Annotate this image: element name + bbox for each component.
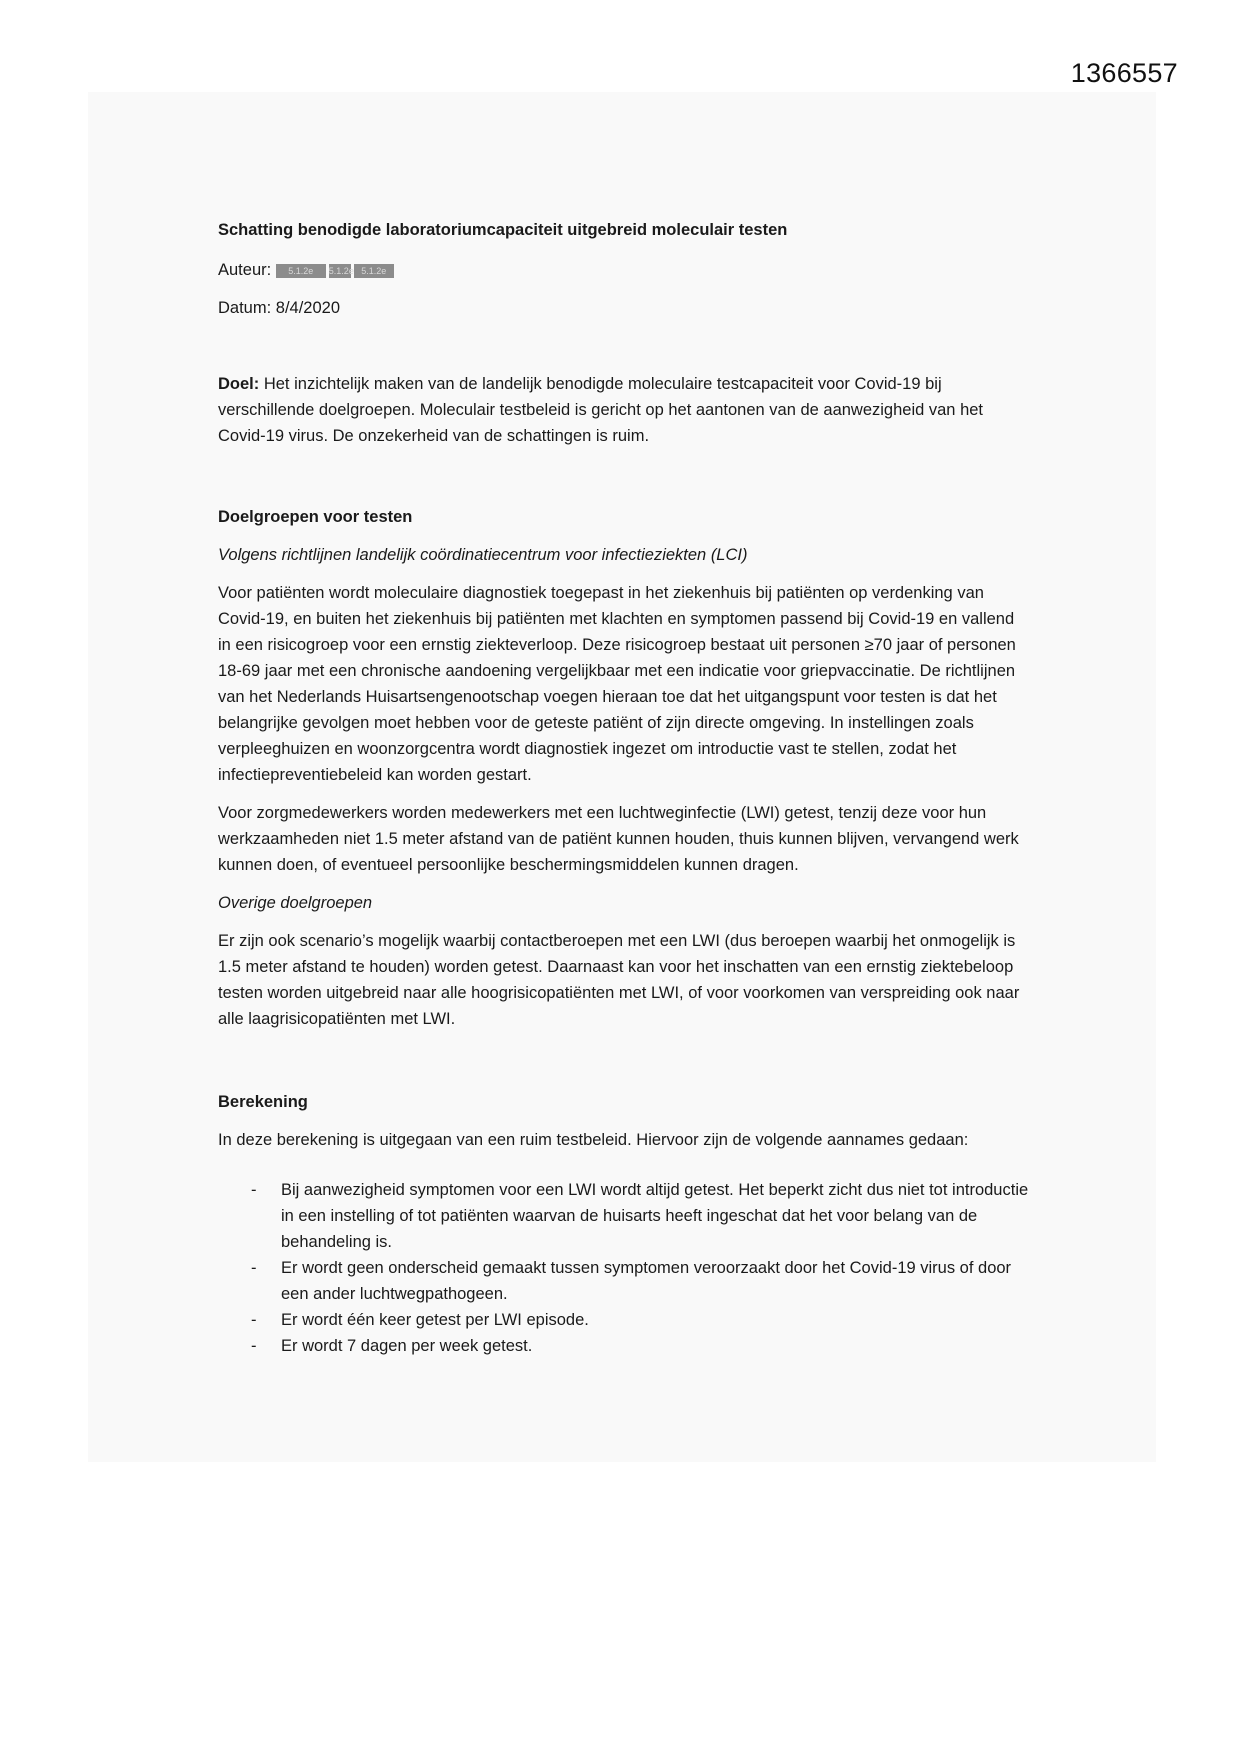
- bullet-dash: -: [251, 1259, 257, 1277]
- redaction-block: 5.1.2e: [328, 265, 354, 276]
- section-heading-target-groups: Doelgroepen voor testen: [218, 508, 413, 526]
- list-item: [218, 1177, 1030, 1255]
- bullet-dash: -: [251, 1181, 257, 1199]
- date-line: [218, 295, 1030, 321]
- author-line: [218, 257, 1030, 283]
- list-item: [218, 1307, 1030, 1333]
- list-item-text: Er wordt één keer getest per LWI episode.: [281, 1311, 589, 1329]
- list-item-text: Er wordt geen onderscheid gemaakt tussen symptomen veroorzaakt door het Covid-19 virus of door een ander luchtwegpathogeen.: [281, 1259, 1012, 1303]
- paragraph-patients: Voor patiënten wordt moleculaire diagnostiek toegepast in het ziekenhuis bij patiënten op verdenking van Covid-19, en buiten het ziekenhuis bij patiënten met klachten en symptomen passend bij Covid-19 en vallend in een risicogroep voor een ernstig ziekteverloop. Deze risicogroep bestaat uit personen ≥70 jaar of personen 18-69 jaar met een chronische aandoening vergelijkbaar met een indicatie voor griepvaccinatie. De richtlijnen van het Nederlands Huisartsengenootschap voegen hieraan toe dat het uitgangspunt voor testen is dat het belangrijke gevolgen moet hebben voor de geteste patiënt of zijn directe omgeving. In instellingen zoals verpleeghuizen en woonzorgcentra wordt diagnostiek ingezet om introductie vast te stellen, zodat het infectiepreventiebeleid kan worden gestart.: [218, 584, 1016, 784]
- paragraph-other-groups: Er zijn ook scenario’s mogelijk waarbij contactberoepen met een LWI (dus beroepen waarbij het onmogelijk is 1.5 meter afstand te houden) worden getest. Daarnaast kan voor het inschatten van een ernstig ziektebeloop testen worden uitgebreid naar alle hoogrisicopatiënten met LWI, of voor voorkomen van verspreiding ook naar alle laagrisicopatiënten met LWI.: [218, 932, 1020, 1028]
- list-item-text: Bij aanwezigheid symptomen voor een LWI wordt altijd getest. Het beperkt zicht dus niet tot introductie in een instelling of tot patiënten waarvan de huisarts heeft ingeschat dat het voor belang van de behandeling is.: [281, 1181, 1029, 1251]
- subheading-other-groups: Overige doelgroepen: [218, 894, 373, 912]
- bullet-dash: -: [251, 1337, 257, 1355]
- bullet-dash: -: [251, 1311, 257, 1329]
- document-title: Schatting benodigde laboratoriumcapaciteit uitgebreid moleculair testen: [218, 221, 788, 239]
- assumptions-list: [218, 1177, 1030, 1359]
- list-item-text: Er wordt 7 dagen per week getest.: [281, 1337, 533, 1355]
- date-label: Datum:: [218, 299, 272, 317]
- goal-paragraph: [218, 371, 1030, 449]
- goal-label: Doel:: [218, 375, 260, 393]
- section-heading-calculation: Berekening: [218, 1093, 308, 1111]
- redaction-block: 5.1.2e: [354, 264, 394, 278]
- date-value: 8/4/2020: [275, 299, 341, 317]
- goal-text: Het inzichtelijk maken van de landelijk benodigde moleculaire testcapaciteit voor Covid-19 bij verschillende doelgroepen. Moleculair testbeleid is gericht op het aantonen van de aanwezigheid van het Covid-19 virus. De onzekerheid van de schattingen is ruim.: [218, 375, 984, 445]
- paragraph-care-workers: Voor zorgmedewerkers worden medewerkers met een luchtweginfectie (LWI) getest, tenzij deze voor hun werkzaamheden niet 1.5 meter afstand van de patiënt kunnen houden, thuis kunnen blijven, vervangend werk kunnen doen, of eventueel persoonlijke beschermingsmiddelen kunnen dragen.: [218, 804, 1019, 874]
- list-item: [218, 1255, 1030, 1307]
- subheading-lci: Volgens richtlijnen landelijk coördinatiecentrum voor infectieziekten (LCI): [218, 546, 748, 564]
- document-number: 1366557: [1070, 58, 1178, 88]
- paragraph-calculation-intro: In deze berekening is uitgegaan van een ruim testbeleid. Hiervoor zijn de volgende aannames gedaan:: [218, 1131, 969, 1149]
- author-label: Auteur:: [218, 261, 272, 279]
- list-item: [218, 1333, 1030, 1359]
- document-body: [218, 217, 1030, 1359]
- redaction-block: 5.1.2e: [276, 264, 326, 278]
